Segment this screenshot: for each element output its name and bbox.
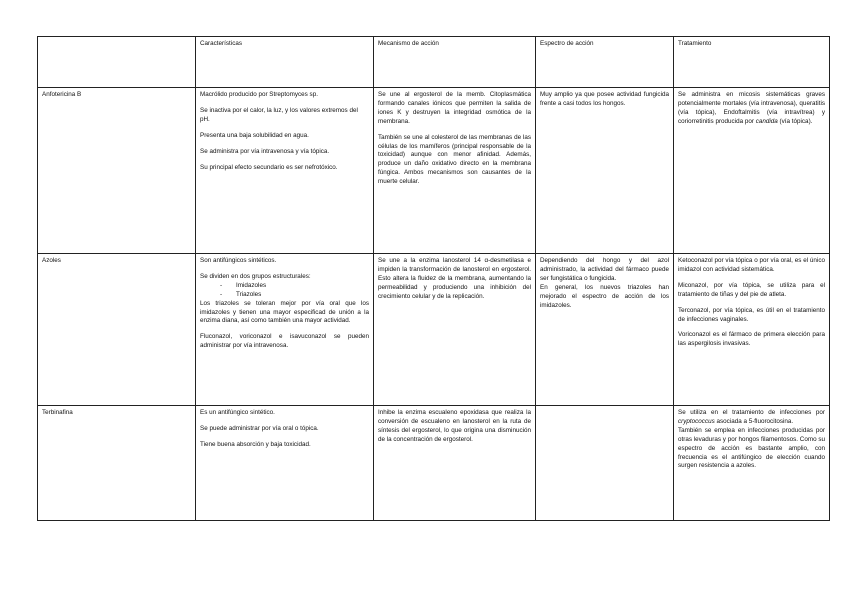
text-paragraph: Son antifúngicos sintéticos. [200,257,277,264]
caracteristicas-cell [196,254,374,406]
header-caracteristicas: Características [196,37,374,88]
text-paragraph: Macrólido producido por Streptomyces sp. [200,91,318,98]
text-paragraph: Dependiendo del hongo y del azol administrado, la actividad del fármaco puede ser fungistática o fungicida. [540,257,669,282]
text-paragraph: Su principal efecto secundario es ser nefrotóxico. [200,163,338,171]
tratamiento-cell [674,88,830,254]
table-row-azoles [38,254,830,406]
mecanismo-cell [374,88,536,254]
text-paragraph [678,409,825,427]
drug-table [37,36,830,521]
list-item: - Triazoles [236,291,369,300]
header-mecanismo: Mecanismo de acción [374,37,536,88]
text-paragraph: En general, los nuevos triazoles han mejorado el espectro de acción de los imidazoles. [540,283,669,309]
text-paragraph: Miconazol, por vía tópica, se utiliza para el tratamiento de tiñas y del pie de atleta. [678,281,825,298]
text-paragraph: Se administra por vía intravenosa y vía tópica. [200,147,330,155]
text-paragraph: Se dividen en dos grupos estructurales: [200,272,311,280]
text-span: asociada a 5-fluorocitosina. [714,417,794,425]
list-item: - Imidazoles [236,282,369,291]
tratamiento-cell [674,254,830,406]
text-span: Se utiliza en el tratamiento de infecciones por [678,409,825,416]
text-paragraph [678,91,825,127]
text-span: Se administra en micosis sistemáticas graves potencialmente mortales (vía intravenosa), queratitis (vía tópica), Endoftalmitis (vía intravítrea) y coriorretinitis producida por [678,91,825,125]
text-paragraph: Es un antifúngico sintético. [200,409,275,416]
text-paragraph: Se une a la enzima lanosterol 14 α-desmetilasa e impiden la transformación de lanosterol en ergosterol. Esto altera la fluidez de la membrana, aumentando la permeabilidad y produciendo una inhibición del crecimiento celular y de la replicación. [378,257,531,300]
espectro-cell [536,406,674,521]
drug-name: Azoles [38,254,196,406]
bullet-list [200,282,369,300]
text-paragraph: También se une al colesterol de las membranas de las células de los mamíferos (principal responsable de la toxicidad) aunque con menor afinidad. Además, produce un daño oxidativo directo en la membrana fúngica. Ambos mecanismos son causantes de la muerte celular. [378,133,531,186]
text-paragraph: Fluconazol, voriconazol e isavuconazol se pueden administrar por vía intravenosa. [200,333,369,350]
text-paragraph: Muy amplio ya que posee actividad fungicida frente a casi todos los hongos. [540,91,669,107]
espectro-cell [536,254,674,406]
table-row-anfotericina [38,88,830,254]
header-tratamiento: Tratamiento [674,37,830,88]
text-paragraph: Inhibe la enzima escualeno epoxidasa que realiza la conversión de escualeno en lanosterol en la ruta de síntesis del ergosterol, lo que origina una disminución de la concentración de ergosterol. [378,409,531,443]
text-paragraph: Se puede administrar por vía oral o tópica. [200,424,319,432]
text-paragraph: Presenta una baja solubilidad en agua. [200,131,309,139]
italic-term: candida [755,117,778,125]
text-paragraph: Se inactiva por el calor, la luz, y los valores extremos del pH. [200,106,358,123]
mecanismo-cell [374,406,536,521]
text-paragraph: Ketoconazol por vía tópica o por vía oral, es el único imidazol con actividad sistemática. [678,257,825,273]
italic-term: cryptococcus [678,417,715,425]
text-paragraph: Los triazoles se toleran mejor por vía oral que los imidazoles y tienen una mayor especificad de unión a la enzima diana, así como también una mayor actividad. [200,299,369,325]
text-paragraph: Terconazol, por vía tópica, es útil en el tratamiento de infecciones vaginales. [678,306,825,323]
espectro-cell [536,88,674,254]
tratamiento-cell [674,406,830,521]
caracteristicas-cell [196,406,374,521]
text-paragraph: Tiene buena absorción y baja toxicidad. [200,440,311,448]
header-row [38,37,830,88]
text-paragraph: Voriconazol es el fármaco de primera elección para las aspergilosis invasivas. [678,331,825,348]
drug-name: Anfotericina B [38,88,196,254]
header-cell-empty [38,37,196,88]
table-row-terbinafina [38,406,830,521]
header-espectro: Espectro de acción [536,37,674,88]
text-paragraph: También se emplea en infecciones producidas por otras levaduras y por hongos filamentosos. Como su espectro de acción es bastante amplio, con frecuencia es el antifúngico de elección cuando surgen resistencia a azoles. [678,426,826,470]
text-span: (vía tópica). [777,117,813,125]
text-paragraph: Se une al ergosterol de la memb. Citoplasmática formando canales iónicos que permiten la salida de iones K y destruyen la integridad osmótica de la membrana. [378,91,531,125]
drug-name: Terbinafina [38,406,196,521]
mecanismo-cell [374,254,536,406]
caracteristicas-cell [196,88,374,254]
